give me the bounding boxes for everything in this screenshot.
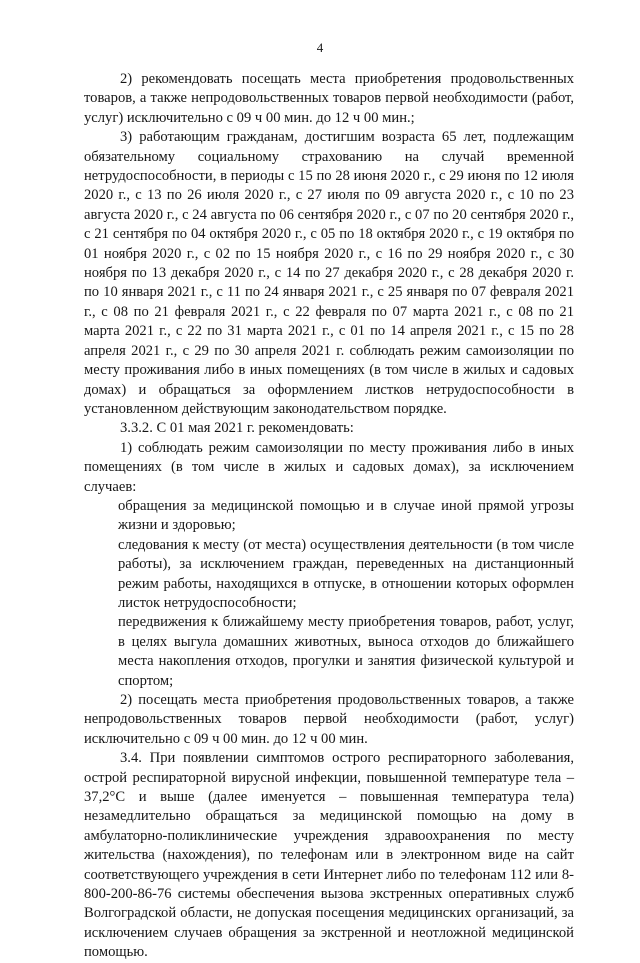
paragraph-item-2-shopping-hours: 2) рекомендовать посещать места приобретения продовольственных товаров, а также непродовольственных товаров первой необходимости (работ, услуг) исключительно с 09 ч 00 мин. до 12 ч 00 мин.; — [84, 71, 574, 126]
page-number: 4 — [316, 40, 324, 55]
document-body — [84, 70, 574, 963]
paragraph-section-3-4: 3.4. При появлении симптомов острого респираторного заболевания, острой респираторной вирусной инфекции, повышенной температуре тела – 37,2°С и выше (далее именуется – повышенная температура тела) незамедлительно обращаться за медицинской помощью на дому в амбулаторно-поликлинические учреждения здравоохранения по месту жительства (нахождения), по телефонам или в электронном виде на сайт соответствующего учреждения в сети Интернет либо по телефонам 112 или 8-800-200-86-76 системы обеспечения вызова экстренных оперативных служб Волгоградской области, не допуская посещения медицинских организаций, за исключением случаев обращения за экстренной и неотложной медицинской помощью. — [84, 750, 574, 961]
paragraph-item-2-visit-hours: 2) посещать места приобретения продовольственных товаров, а также непродовольственных товаров первой необходимости (работ, услуг) исключительно с 09 ч 00 мин. до 12 ч 00 мин. — [84, 692, 574, 747]
paragraph-item-3-self-isolation-65: 3) работающим гражданам, достигшим возраста 65 лет, подлежащим обязательному социальному страхованию на случай временной нетрудоспособности, в периоды с 15 по 28 июня 2020 г., с 29 июня по 12 июля 2020 г., с 13 по 26 июля 2020 г., с 27 июля по 09 августа 2020 г., с 10 по 23 августа 2020 г., с 24 августа по 06 сентября 2020 г., с 07 по 20 сентября 2020 г., с 21 сентября по 04 октября 2020 г., с 05 по 18 октября 2020 г., с 19 октября по 01 ноября 2020 г., с 02 по 15 ноября 2020 г., с 16 по 29 ноября 2020 г., с 30 ноября по 13 декабря 2020 г., с 14 по 27 декабря 2020 г., с 28 декабря 2020 г. по 10 января 2021 г., с 11 по 24 января 2021 г., с 25 января по 07 февраля 2021 г., с 08 по 21 февраля 2021 г., с 22 февраля по 07 марта 2021 г., с 08 по 21 марта 2021 г., с 22 по 31 марта 2021 г., с 01 по 14 апреля 2021 г., с 15 по 28 апреля 2021 г., с 29 по 30 апреля 2021 г. соблюдать режим самоизоляции по месту проживания либо в иных помещениях (в том числе в жилых и садовых домах) и обращаться за оформлением листков нетрудоспособности в установленном действующим законодательством порядке. — [84, 129, 574, 417]
paragraph-item-1-self-isolation: 1) соблюдать режим самоизоляции по месту проживания либо в иных помещениях (в том числе в жилых и садовых домах), за исключением случаев: — [84, 439, 574, 495]
paragraph-section-3-3-2: 3.3.2. С 01 мая 2021 г. рекомендовать: — [120, 420, 354, 437]
paragraph-exception-medical: обращения за медицинской помощью и в случае иной прямой угрозы жизни и здоровью; — [118, 497, 574, 534]
paragraph-exception-work: следования к месту (от места) осуществления деятельности (в том числе работы), за исключением граждан, переведенных на дистанционный режим работы, находящихся в отпуске, в отношении которых оформлен листок нетрудоспособности; — [118, 536, 574, 611]
paragraph-exception-shopping-walk: передвижения к ближайшему месту приобретения товаров, работ, услуг, в целях выгула домашних животных, выноса отходов до ближайшего места накопления отходов, прогулки и занятия физической культурой и спортом; — [118, 614, 574, 689]
